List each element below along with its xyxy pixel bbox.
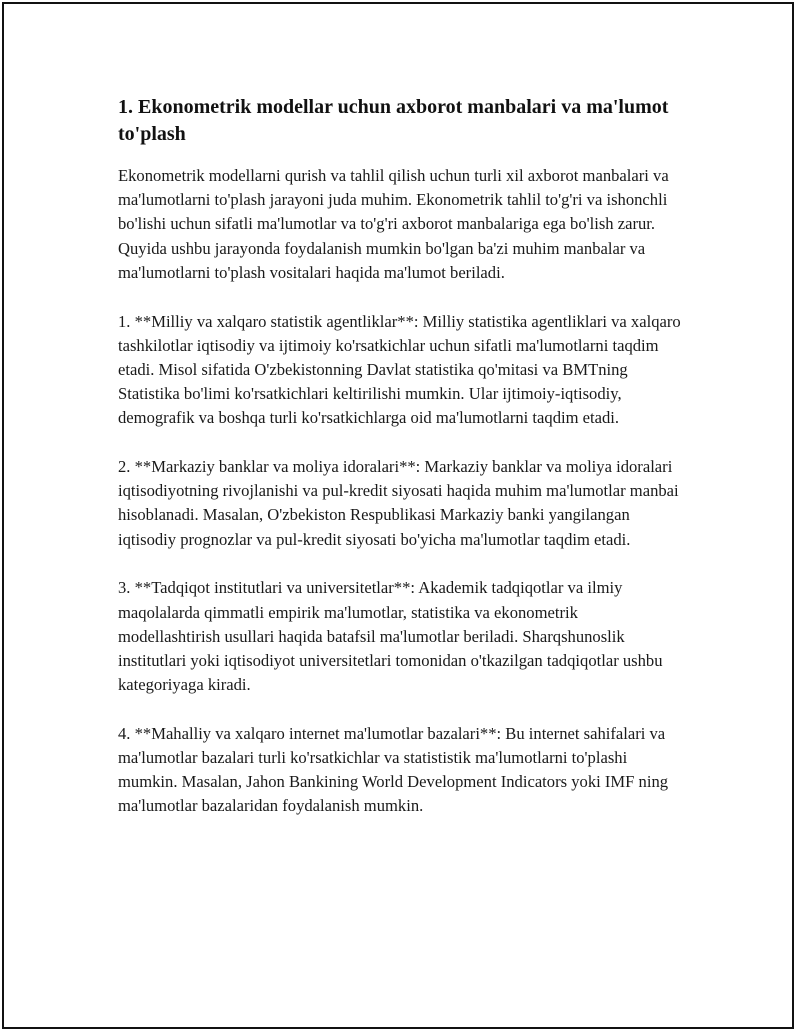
paragraph-statistical-agencies: 1. **Milliy va xalqaro statistik agentliklar**: Milliy statistika agentliklari va xalqaro tashkilotlar iqtisodiy va ijtimoiy ko'rsatkichlar uchun sifatli ma'lumotlarni taqdim etadi. Misol sifatida O'zbekistonning Davlat statistika qo'mitasi va BMTning Statistika bo'limi ko'rsatkichlari keltirilishi mumkin. Ular ijtimoiy-iqtisodiy, demografik va boshqa turli ko'rsatkichlarga oid ma'lumotlarni taqdim etadi. (118, 311, 681, 428)
paragraph-internet-databases: 4. **Mahalliy va xalqaro internet ma'lumotlar bazalari**: Bu internet sahifalari va ma'lumotlar bazalari turli ko'rsatkichlar va statististik ma'lumotlarni to'plashi mumkin. Masalan, Jahon Bankining World Development Indicators yoki IMF ning ma'lumotlar bazalaridan foydalanish mumkin. (118, 723, 669, 816)
document-title: 1. Ekonometrik modellar uchun axborot manbalari va ma'lumot to'plash (118, 96, 669, 145)
paragraph-intro: Ekonometrik modellarni qurish va tahlil qilish uchun turli xil axborot manbalari va ma'lumotlarni to'plash jarayoni juda muhim. Ekonometrik tahlil to'g'ri va ishonchli bo'lishi uchun sifatli ma'lumotlar va to'g'ri axborot manbalariga ega bo'lish zarur. Quyida ushbu jarayonda foydalanish mumkin bo'lgan ba'zi muhim manbalar va ma'lumotlarni to'plash vositalari haqida ma'lumot beriladi. (118, 166, 669, 282)
document-body (118, 94, 684, 843)
paragraph-research-institutes: 3. **Tadqiqot institutlari va universitetlar**: Akademik tadqiqotlar va ilmiy maqolalarda qimmatli empirik ma'lumotlar, statistika va ekonometrik modellashtirish usullari haqida batafsil ma'lumotlar beriladi. Sharqshunoslik institutlari yoki iqtisodiyot universitetlari tomonidan o'tkazilgan tadqiqotlar ushbu kategoriyaga kiradi. (118, 578, 663, 695)
paragraph-central-banks: 2. **Markaziy banklar va moliya idoralari**: Markaziy banklar va moliya idoralari iqtisodiyotning rivojlanishi va pul-kredit siyosati haqida muhim ma'lumotlar manbai hisoblanadi. Masalan, O'zbekiston Respublikasi Markaziy banki yangilangan iqtisodiy prognozlar va pul-kredit siyosati bo'yicha ma'lumotlar taqdim etadi. (118, 457, 679, 549)
